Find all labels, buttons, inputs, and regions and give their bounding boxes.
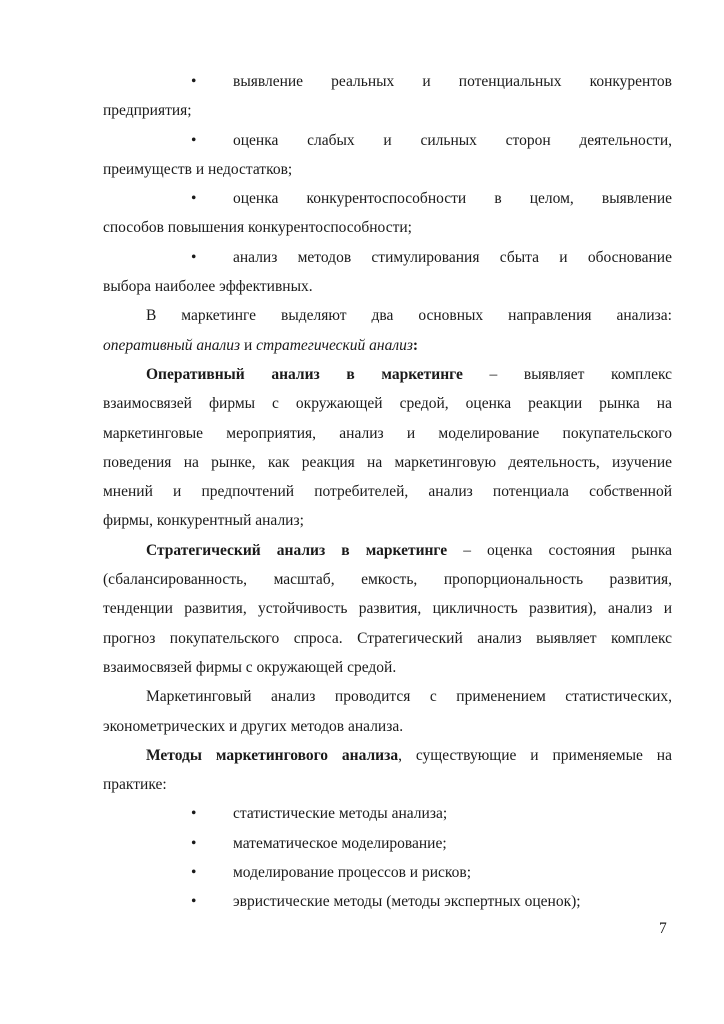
bullet-text-line: оценка слабых и сильных сторон деятельности, (233, 131, 672, 149)
bullet-item (103, 184, 672, 243)
term-operative-italic: оперативный анализ (103, 336, 241, 354)
bullet-text-line: выявление реальных и потенциальных конкурентов (233, 73, 672, 90)
intro-paragraph (103, 301, 672, 360)
bullet-dot-icon: • (191, 893, 197, 911)
term-strategic-bold: Стратегический анализ в маркетинге (146, 541, 448, 559)
bullet-text: моделирование процессов и рисков; (233, 864, 472, 882)
bullet-dot-icon: • (191, 73, 197, 90)
bullet-item (103, 887, 672, 916)
paragraph-line: взаимосвязей фирмы с окружающей средой. (103, 658, 397, 676)
marketing-analysis-paragraph (103, 682, 672, 741)
bullet-item (103, 67, 672, 126)
paragraph-line: (сбалансированность, масштаб, емкость, пропорциональность развития, (103, 571, 672, 589)
term-methods-bold: Методы маркетингового анализа (146, 746, 399, 764)
bullet-item (103, 829, 672, 858)
paragraph-line (103, 741, 672, 770)
paragraph-line: прогноз покупательского спроса. Стратегический анализ выявляет комплекс (103, 629, 672, 647)
paragraph-text: – выявляет комплекс (462, 365, 672, 383)
page-number: 7 (659, 920, 667, 937)
bullet-dot-icon: • (191, 834, 197, 852)
bullet-item (103, 126, 672, 185)
paragraph-line: маркетинговые мероприятия, анализ и моделирование покупательского (103, 424, 672, 442)
paragraph-line (103, 360, 672, 389)
term-strategic-italic: стратегический анализ (256, 336, 413, 354)
document-page (103, 67, 672, 917)
bullet-text-continuation: выбора наиболее эффективных. (103, 278, 313, 296)
bullet-dot-icon: • (191, 805, 197, 823)
paragraph-line: мнений и предпочтений потребителей, анализ потенциала собственной (103, 483, 672, 501)
conjunction: и (240, 336, 257, 354)
intro-line: В маркетинге выделяют два основных направления анализа: (146, 307, 672, 325)
paragraph-line: эконометрических и других методов анализа. (103, 717, 404, 735)
paragraph-line: тенденции развития, устойчивость развития, цикличность развития), анализ и (103, 600, 672, 618)
bullet-dot-icon: • (191, 864, 197, 882)
paragraph-line: поведения на рынке, как реакция на маркетинговую деятельность, изучение (103, 453, 672, 471)
bullet-text-continuation: способов повышения конкурентоспособности; (103, 219, 412, 237)
bullet-dot-icon: • (191, 190, 197, 208)
bullet-item (103, 243, 672, 302)
bullet-item (103, 799, 672, 828)
paragraph-line: практике: (103, 776, 167, 794)
methods-paragraph (103, 741, 672, 800)
bullet-text: эвристические методы (методы экспертных оценок); (233, 893, 581, 911)
bullet-text-line: анализ методов стимулирования сбыта и обоснование (233, 248, 672, 266)
operative-analysis-paragraph (103, 360, 672, 536)
paragraph-line: Маркетинговый анализ проводится с применением статистических, (146, 688, 672, 706)
paragraph-line: фирмы, конкурентный анализ; (103, 512, 304, 530)
intro-line-2 (103, 331, 672, 360)
paragraph-text: , существующие и применяемые на (398, 746, 672, 764)
bullet-dot-icon: • (191, 131, 197, 149)
bullet-text: статистические методы анализа; (233, 805, 448, 823)
bullet-item (103, 858, 672, 887)
paragraph-line: взаимосвязей фирмы с окружающей средой, оценка реакции рынка на (103, 395, 672, 413)
term-operative-bold: Оперативный анализ в маркетинге (146, 365, 463, 383)
bullet-text-line: оценка конкурентоспособности в целом, выявление (233, 190, 672, 208)
bullet-dot-icon: • (191, 248, 197, 266)
bullet-text-continuation: преимуществ и недостатков; (103, 160, 293, 178)
paragraph-line (103, 536, 672, 565)
bullet-text: математическое моделирование; (233, 834, 447, 852)
bullet-text-continuation: предприятия; (103, 102, 192, 120)
strategic-analysis-paragraph (103, 536, 672, 682)
colon: : (412, 336, 419, 354)
paragraph-text: – оценка состояния рынка (447, 541, 672, 559)
